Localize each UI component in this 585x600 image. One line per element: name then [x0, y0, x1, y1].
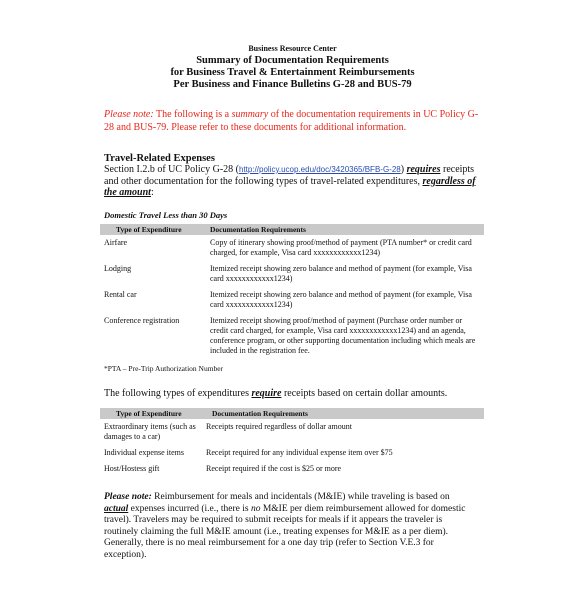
- mid-text-a: The following types of expenditures: [104, 388, 252, 399]
- note-italic: summary: [231, 109, 269, 120]
- table1-row4-req: Itemized receipt showing proof/method of payment (Purchase order number or credit card charged, for example, Visa card xxxxxxxxxxxx1234) and an agenda, conference program, or other supporting documentation including which meals are included in the registration fee.: [210, 316, 476, 355]
- travel-section-body: [104, 164, 489, 199]
- travel-text-c: receipts and other documentation for the following types of travel-related expenditures,: [104, 164, 475, 187]
- note-label: Please note:: [104, 109, 154, 120]
- table1-row1-type: Airfare: [104, 238, 128, 247]
- requires-emphasis: requires: [406, 164, 441, 175]
- policy-note: [104, 109, 484, 134]
- header-bulletins: Per Business and Finance Bulletins G-28 and BUS-79: [173, 79, 412, 90]
- mid-text-b: receipts based on certain dollar amounts.: [281, 388, 448, 399]
- table2-row2-req: Receipt required for any individual expense item over $75: [206, 448, 393, 457]
- table2-row2-type: Individual expense items: [104, 448, 184, 457]
- table1-row3-type: Rental car: [104, 290, 137, 299]
- table1-row2-req: Itemized receipt showing zero balance and method of payment (for example, Visa card xxxxxxxxxxxx1234): [210, 264, 472, 283]
- note-text-a: The following is a: [153, 109, 232, 120]
- meals-note: [104, 492, 474, 561]
- travel-text-a: Section I.2.b of UC Policy G-28 (: [104, 164, 239, 175]
- meals-text-b: expenses incurred (i.e., there is: [128, 503, 251, 514]
- header-subtitle: for Business Travel & Entertainment Reimbursements: [170, 67, 415, 78]
- table2-header-req: Documentation Requirements: [212, 409, 308, 418]
- table1-row1-req: Copy of itinerary showing proof/method of payment (PTA number* or credit card charged, for example, Visa card xxxxxxxxxxxx1234): [210, 238, 472, 257]
- travel-text-d: :: [150, 187, 154, 198]
- actual-emphasis: actual: [104, 503, 129, 514]
- dollar-amount-intro: [104, 388, 447, 399]
- table2-header: [100, 408, 484, 419]
- table1-caption: Domestic Travel Less than 30 Days: [104, 210, 228, 220]
- header-org: Business Resource Center: [248, 44, 337, 53]
- regardless-emphasis: regardless of the amount: [104, 175, 476, 198]
- no-emphasis: no: [250, 503, 261, 514]
- table2-row3-type: Host/Hostess gift: [104, 464, 160, 473]
- header-title: Summary of Documentation Requirements: [196, 55, 389, 66]
- table1-row2-type: Lodging: [104, 264, 132, 273]
- table2-row1-type: Extraordinary items (such as damages to a car): [104, 422, 196, 441]
- table2-row3-req: Receipt required if the cost is $25 or more: [206, 464, 342, 473]
- meals-text-c: M&IE per diem reimbursement allowed for domestic travel). Travelers may be required to submit receipts for meals if it appears the traveler is routinely claiming the full M&IE amount (i.e., treating expenses for M&IE as a per diem). Generally, there is no meal reimbursement for a one day trip (refer to Section V.E.3 for exception).: [104, 503, 466, 560]
- table2-header-type: Type of Expenditure: [116, 409, 182, 418]
- table2-row1-req: Receipts required regardless of dollar amount: [206, 422, 352, 431]
- table1-header-req: Documentation Requirements: [210, 225, 306, 234]
- require-emphasis: require: [251, 388, 282, 399]
- meals-note-label: Please note:: [104, 492, 152, 502]
- travel-text-b: ): [400, 164, 407, 175]
- table1-footnote: *PTA – Pre-Trip Authorization Number: [104, 364, 224, 373]
- table1-row4-type: Conference registration: [104, 316, 180, 325]
- note-text-b: of the documentation requirements in UC Policy G-28 and BUS-79. Please refer to these documents for additional information.: [104, 109, 479, 133]
- table1-header-type: Type of Expenditure: [116, 225, 182, 234]
- table1-header: [100, 224, 484, 235]
- policy-link[interactable]: http://policy.ucop.edu/doc/3420365/BFB-G-28: [239, 165, 401, 174]
- travel-section-title: Travel-Related Expenses: [104, 153, 215, 164]
- table1-row3-req: Itemized receipt showing zero balance and method of payment (for example, Visa card xxxxxxxxxxxx1234): [210, 290, 472, 309]
- meals-text-a: Reimbursement for meals and incidentals (M&IE) while traveling is based on: [151, 492, 450, 502]
